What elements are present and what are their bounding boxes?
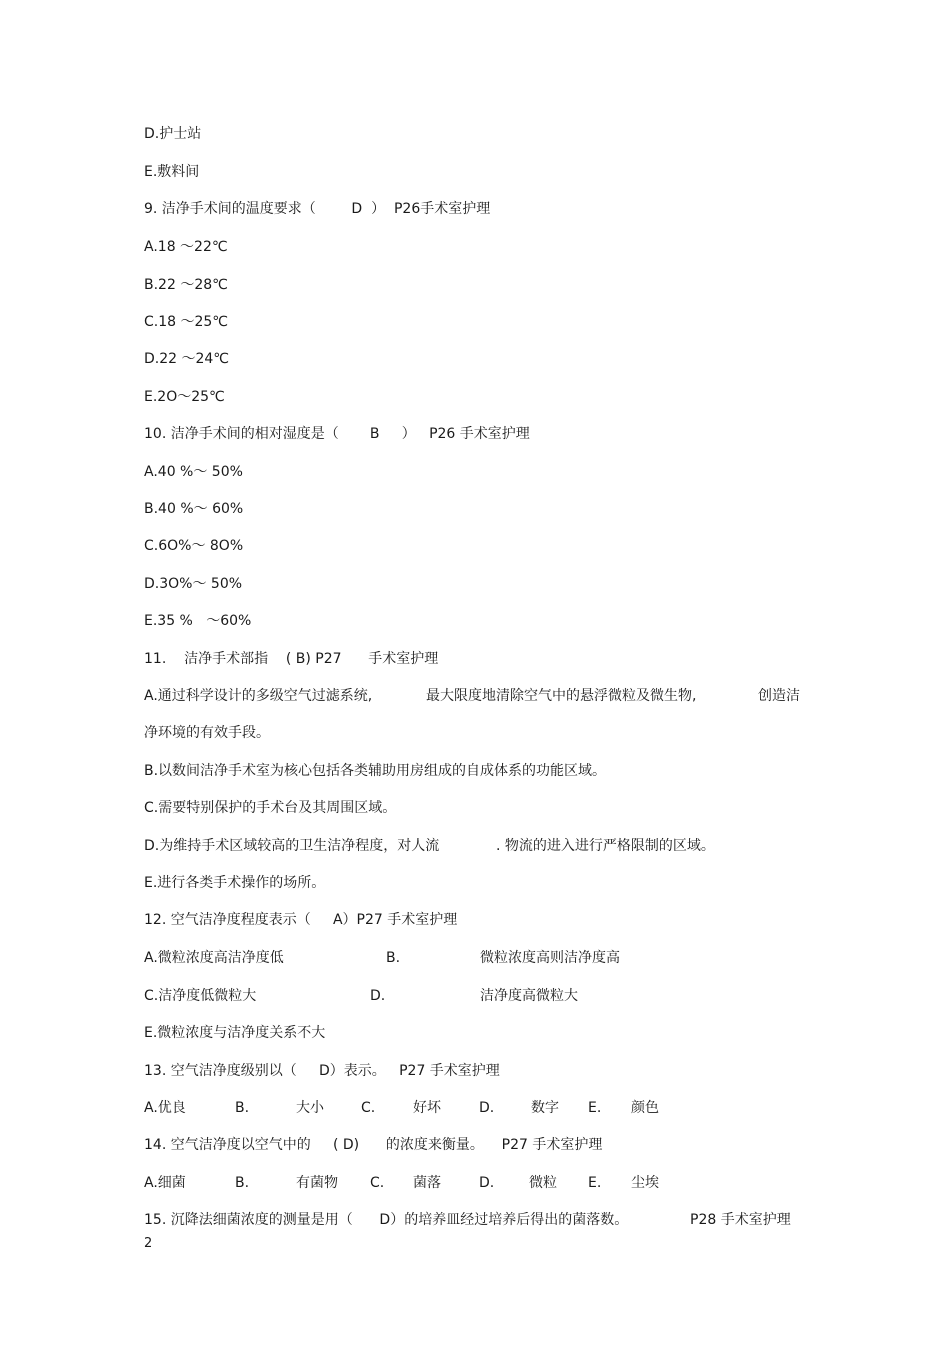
question-14: 14. 空气洁净度以空气中的 ( D) 的浓度来衡量。 P27 手术室护理 bbox=[144, 1137, 603, 1153]
question-11: 11. 洁净手术部指 ( B) P27 手术室护理 bbox=[144, 651, 439, 667]
q9-option-a: A.18 ～22℃ bbox=[144, 239, 228, 255]
q12-option-d-letter: D. bbox=[370, 988, 386, 1004]
q13-b-text: 大小 bbox=[296, 1100, 324, 1116]
q15-reference: P28 手术室护理 bbox=[690, 1212, 791, 1228]
q11-a-part3: 创造洁 bbox=[758, 688, 800, 704]
q11-a-part2: 最大限度地清除空气中的悬浮微粒及微生物, bbox=[426, 688, 697, 704]
q13-options bbox=[0, 1099, 950, 1117]
q11-option-a-cont: 净环境的有效手段。 bbox=[144, 725, 270, 741]
q13-c-letter: C. bbox=[361, 1100, 376, 1116]
q11-option-e: E.进行各类手术操作的场所。 bbox=[144, 875, 326, 891]
q12-option-e: E.微粒浓度与洁净度关系不大 bbox=[144, 1025, 326, 1041]
question-10: 10. 洁净手术间的相对湿度是（ B ） P26 手术室护理 bbox=[144, 426, 530, 442]
q12-option-b-text: 微粒浓度高则洁净度高 bbox=[480, 950, 620, 966]
q13-e-letter: E. bbox=[588, 1100, 602, 1116]
q12-options-cd bbox=[0, 987, 950, 1005]
q14-d-letter: D. bbox=[479, 1175, 495, 1191]
question-9: 9. 洁净手术间的温度要求（ D ） P26手术室护理 bbox=[144, 201, 491, 217]
q14-b-text: 有菌物 bbox=[296, 1175, 338, 1191]
q12-option-c: C.洁净度低微粒大 bbox=[144, 988, 257, 1004]
q14-c-letter: C. bbox=[370, 1175, 385, 1191]
q13-d-letter: D. bbox=[479, 1100, 495, 1116]
q11-a-part1: A.通过科学设计的多级空气过滤系统, bbox=[144, 688, 373, 704]
q10-option-b: B.40 %～ 60% bbox=[144, 501, 244, 517]
q11-option-b: B.以数间洁净手术室为核心包括各类辅助用房组成的自成体系的功能区域。 bbox=[144, 763, 607, 779]
q10-option-d: D.3O%～ 50% bbox=[144, 576, 243, 592]
page-number: 2 bbox=[144, 1236, 153, 1251]
q13-option-a: A.优良 bbox=[144, 1100, 186, 1116]
q14-b-letter: B. bbox=[235, 1175, 250, 1191]
q10-option-e: E.35 % ～60% bbox=[144, 613, 252, 629]
q9-option-d: D.22 ～24℃ bbox=[144, 351, 230, 367]
q12-option-b-letter: B. bbox=[386, 950, 401, 966]
q14-c-text: 菌落 bbox=[413, 1175, 441, 1191]
option-e-dressing-room: E.敷料间 bbox=[144, 164, 200, 180]
q10-option-a: A.40 %～ 50% bbox=[144, 464, 243, 480]
q14-options bbox=[0, 1174, 950, 1192]
q13-c-text: 好坏 bbox=[413, 1100, 441, 1116]
q12-options-ab bbox=[0, 949, 950, 967]
q11-d-part1: D.为维持手术区域较高的卫生洁净程度，对人流 bbox=[144, 838, 440, 854]
q14-option-a: A.细菌 bbox=[144, 1175, 186, 1191]
q13-e-text: 颜色 bbox=[631, 1100, 659, 1116]
option-d-nurse-station: D.护士站 bbox=[144, 126, 202, 142]
q9-option-b: B.22 ～28℃ bbox=[144, 277, 228, 293]
q15-text: 15. 沉降法细菌浓度的测量是用（ D）的培养皿经过培养后得出的菌落数。 bbox=[144, 1212, 629, 1228]
q14-d-text: 微粒 bbox=[529, 1175, 557, 1191]
question-15 bbox=[0, 1211, 950, 1229]
q12-option-a: A.微粒浓度高洁净度低 bbox=[144, 950, 284, 966]
q9-option-c: C.18 ～25℃ bbox=[144, 314, 229, 330]
q14-e-letter: E. bbox=[588, 1175, 602, 1191]
q11-d-part2: . 物流的进入进行严格限制的区域。 bbox=[496, 838, 715, 854]
question-13: 13. 空气洁净度级别以（ D）表示。 P27 手术室护理 bbox=[144, 1063, 500, 1079]
q13-d-text: 数字 bbox=[531, 1100, 559, 1116]
q11-option-d bbox=[0, 837, 950, 855]
q14-e-text: 尘埃 bbox=[631, 1175, 659, 1191]
q10-option-c: C.6O%～ 8O% bbox=[144, 538, 244, 554]
q12-option-d-text: 洁净度高微粒大 bbox=[480, 988, 578, 1004]
q9-option-e: E.2O～25℃ bbox=[144, 389, 225, 405]
q13-b-letter: B. bbox=[235, 1100, 250, 1116]
q11-option-c: C.需要特别保护的手术台及其周围区域。 bbox=[144, 800, 397, 816]
question-12: 12. 空气洁净度程度表示（ A）P27 手术室护理 bbox=[144, 912, 458, 928]
q11-option-a bbox=[0, 687, 950, 705]
